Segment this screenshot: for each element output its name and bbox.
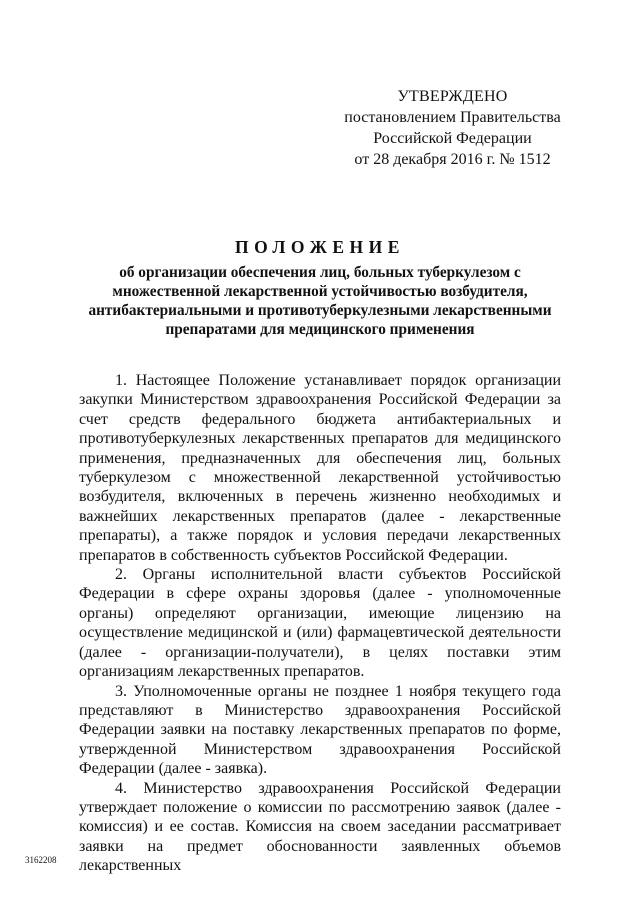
paragraph-1: 1. Настоящее Положение устанавливает порядок организации закупки Министерством здравоохранения Российской Федерации за счет средств федерального бюджета антибактериальных и противотуберкулезных лекарственных препаратов для медицинского применения, предназначенных для обеспечения лиц, больных туберкулезом с множественной лекарственной устойчивостью возбудителя, включенных в перечень жизненно необходимых и важнейших лекарственных препаратов (далее - лекарственные препараты), а также порядок и условия передачи лекарственных препаратов в собственность субъектов Российской Федерации. [79,372,561,564]
approval-line-3: от 28 декабря 2016 г. № 1512 [354,151,551,168]
subtitle-line: антибактериальными и противотуберкулезными лекарственными [88,302,552,319]
paragraph-4: 4. Министерство здравоохранения Российской Федерации утверждает положение о комиссии по рассмотрению заявок (далее - комиссия) и ее состав. Комиссия на своем заседании рассматривает заявки на предмет обоснованности заявленных объемов лекарственных [79,779,561,875]
document-title: ПОЛОЖЕНИЕ [235,237,405,257]
subtitle-line: препаратами для медицинского применения [165,321,475,338]
approval-line-1: постановлением Правительства [344,109,561,126]
approval-stamp [330,86,575,170]
approval-line-2: Российской Федерации [373,130,532,147]
document-body [79,371,561,876]
paragraph-3: 3. Уполномоченные органы не позднее 1 ноября текущего года представляют в Министерство здравоохранения Российской Федерации заявки на поставку лекарственных препаратов по форме, утвержденной Министерством здравоохранения Российской Федерации (далее - заявка). [79,682,561,778]
subtitle-line: об организации обеспечения лиц, больных туберкулезом с [119,264,521,281]
document-subtitle [70,263,570,339]
approval-title: УТВЕРЖДЕНО [397,88,508,105]
subtitle-line: множественной лекарственной устойчивостью возбудителя, [112,283,528,300]
paragraph-2: 2. Органы исполнительной власти субъектов Российской Федерации в сфере охраны здоровья (далее - уполномоченные органы) определяют организации, имеющие лицензию на осуществление медицинской и (или) фармацевтической деятельности (далее - организации-получатели), в целях поставки этим организациям лекарственных препаратов. [79,566,561,681]
document-code: 3162208 [25,855,57,865]
